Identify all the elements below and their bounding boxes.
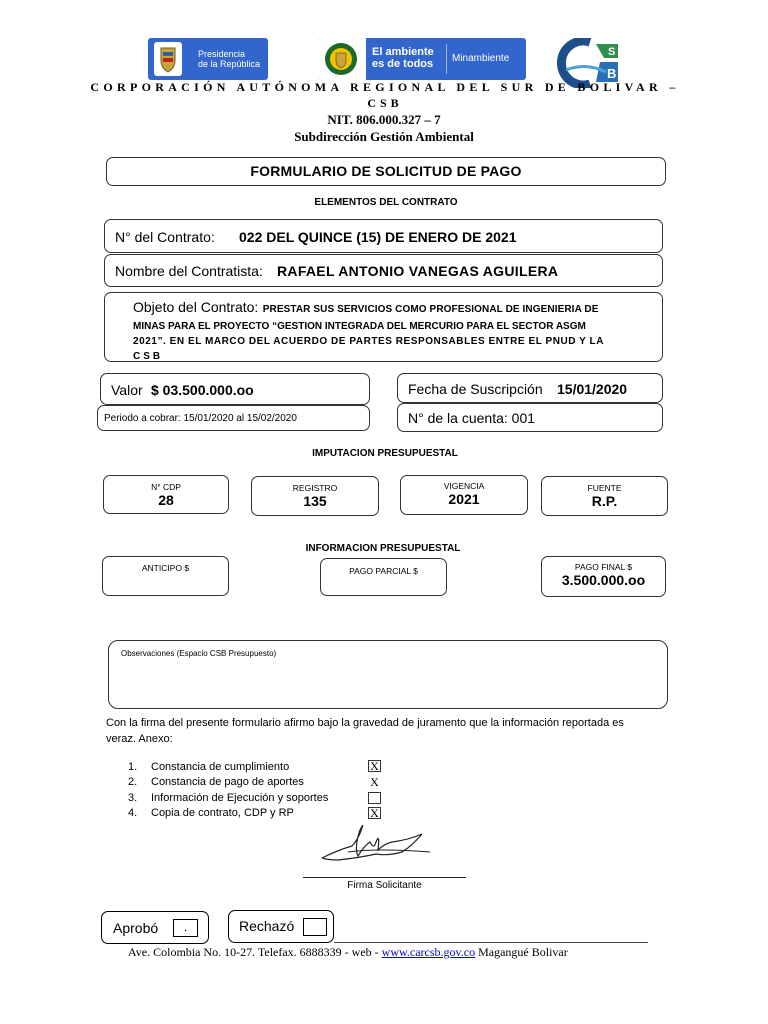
declaracion-line1: Con la firma del presente formulario afirmo bajo la gravedad de juramento que la información reportada es	[106, 717, 624, 729]
contract-object-field	[104, 292, 663, 362]
fuente-box	[541, 476, 668, 516]
contract-object-line2: MINAS PARA EL PROYECTO “GESTION INTEGRADA DEL MERCURIO PARA EL SECTOR ASGM	[133, 321, 586, 332]
anexo-checkbox-4[interactable]: X	[368, 807, 381, 819]
anexo-checkbox-3[interactable]	[368, 792, 381, 804]
csb-letter-b: B	[607, 66, 617, 81]
pago-final-value: 3.500.000.oo	[561, 572, 646, 588]
cuenta-text: N° de la cuenta: 001	[408, 410, 536, 426]
org-name-line1: CORPORACIÓN AUTÓNOMA REGIONAL DEL SUR DE BOLIVAR –	[90, 80, 680, 94]
colombia-shield-icon	[154, 42, 182, 76]
contractor-field	[104, 254, 663, 287]
org-name-line2: CSB	[367, 96, 403, 110]
signature-icon	[318, 820, 438, 866]
contract-object-line3: 2021”. EN EL MARCO DEL ACUERDO DE PARTES RESPONSABLES ENTRE EL PNUD Y LA	[133, 336, 604, 347]
anexo-num: 4.	[128, 807, 138, 819]
valor-value: $ 03.500.000.oo	[151, 382, 254, 398]
presidencia-logo	[148, 38, 268, 80]
ambiente-logo	[318, 38, 526, 80]
anticipo-box	[102, 556, 229, 596]
contractor-value: RAFAEL ANTONIO VANEGAS AGUILERA	[277, 263, 559, 279]
fecha-field	[397, 373, 663, 403]
anexo-num: 3.	[128, 792, 138, 804]
contractor-label: Nombre del Contratista:	[115, 263, 263, 279]
declaracion-line2: veraz. Anexo:	[106, 733, 173, 745]
observaciones-box	[108, 640, 668, 709]
contract-object-line4: CSB	[133, 351, 164, 362]
registro-label: REGISTRO	[292, 483, 338, 493]
fecha-value: 15/01/2020	[557, 381, 628, 397]
informacion-title: INFORMACION PRESUPUESTAL	[305, 543, 461, 554]
anexo-checkbox-1[interactable]: X	[368, 760, 381, 772]
footer-rule	[334, 942, 648, 943]
ambiente-line1: El ambiente	[372, 46, 434, 58]
pago-final-label: PAGO FINAL $	[574, 562, 633, 572]
contract-number-label: N° del Contrato:	[115, 229, 215, 245]
cdp-box	[103, 475, 229, 514]
anexo-label: Constancia de pago de aportes	[151, 776, 304, 788]
contract-number-value: 022 DEL QUINCE (15) DE ENERO DE 2021	[239, 229, 517, 245]
periodo-field	[97, 405, 370, 431]
registro-value: 135	[303, 493, 327, 509]
vigencia-value: 2021	[448, 491, 480, 507]
ambiente-line2: es de todos	[372, 58, 434, 70]
anexo-num: 1.	[128, 761, 138, 773]
firma-label: Firma Solicitante	[347, 880, 422, 891]
anexo-label: Copia de contrato, CDP y RP	[151, 807, 294, 819]
colombia-seal-icon	[323, 41, 359, 77]
aprobo-checkbox[interactable]: .	[173, 919, 198, 937]
anexo-num: 2.	[128, 776, 138, 788]
periodo-text: Periodo a cobrar: 15/01/2020 al 15/02/2020	[104, 413, 297, 424]
rechazo-label: Rechazó	[239, 918, 295, 934]
fuente-label: FUENTE	[587, 483, 622, 493]
anexo-row-4	[128, 807, 294, 819]
contract-number-field	[104, 219, 663, 253]
aprobo-box	[101, 911, 209, 944]
section-contract-title: ELEMENTOS DEL CONTRATO	[314, 197, 458, 208]
fecha-label: Fecha de Suscripción	[408, 381, 543, 397]
presidencia-line1: Presidencia	[198, 49, 246, 59]
csb-letter-s: S	[608, 46, 616, 58]
pago-final-box	[541, 556, 666, 597]
rechazo-box	[228, 910, 334, 943]
vigencia-label: VIGENCIA	[443, 481, 485, 491]
nit: NIT. 806.000.327 – 7	[327, 112, 441, 127]
footer-address	[128, 945, 568, 960]
observaciones-label: Observaciones (Espacio CSB Presupuesto)	[121, 649, 277, 658]
contract-object-line1: PRESTAR SUS SERVICIOS COMO PROFESIONAL DE INGENIERIA DE	[262, 304, 599, 315]
footer-web-link[interactable]: www.carcsb.gov.co	[381, 945, 476, 959]
anticipo-label: ANTICIPO $	[141, 563, 190, 573]
cdp-label: N° CDP	[151, 482, 181, 492]
contract-object-label: Objeto del Contrato:	[133, 299, 259, 315]
footer-city: Magangué Bolivar	[475, 945, 568, 959]
aprobo-label: Aprobó	[113, 920, 159, 936]
imputacion-title: IMPUTACION PRESUPUESTAL	[312, 448, 458, 459]
cdp-value: 28	[158, 492, 174, 508]
registro-box	[251, 476, 379, 516]
anexo-row-3	[128, 792, 328, 804]
fuente-value: R.P.	[591, 493, 618, 509]
cuenta-field	[397, 403, 663, 432]
valor-field	[100, 373, 370, 405]
anexo-label: Información de Ejecución y soportes	[151, 792, 329, 804]
anexo-row-1	[128, 761, 289, 773]
pago-parcial-label: PAGO PARCIAL $	[349, 566, 418, 576]
anexo-label: Constancia de cumplimiento	[151, 761, 290, 773]
footer-address-text: Ave. Colombia No. 10-27. Telefax. 6888339 - web -	[128, 945, 382, 959]
rechazo-checkbox[interactable]	[303, 918, 327, 936]
signature-line	[303, 877, 466, 878]
vigencia-box	[400, 475, 528, 515]
presidencia-line2: de la República	[198, 59, 261, 69]
form-title-box	[106, 157, 666, 186]
anexo-row-2	[128, 776, 304, 788]
subdireccion: Subdirección Gestión Ambiental	[294, 129, 474, 144]
valor-label: Valor	[111, 382, 143, 398]
pago-parcial-box	[320, 558, 447, 596]
form-title: FORMULARIO DE SOLICITUD DE PAGO	[250, 163, 522, 179]
minambiente-label: Minambiente	[452, 53, 510, 64]
anexo-checkbox-2[interactable]: X	[370, 775, 379, 789]
